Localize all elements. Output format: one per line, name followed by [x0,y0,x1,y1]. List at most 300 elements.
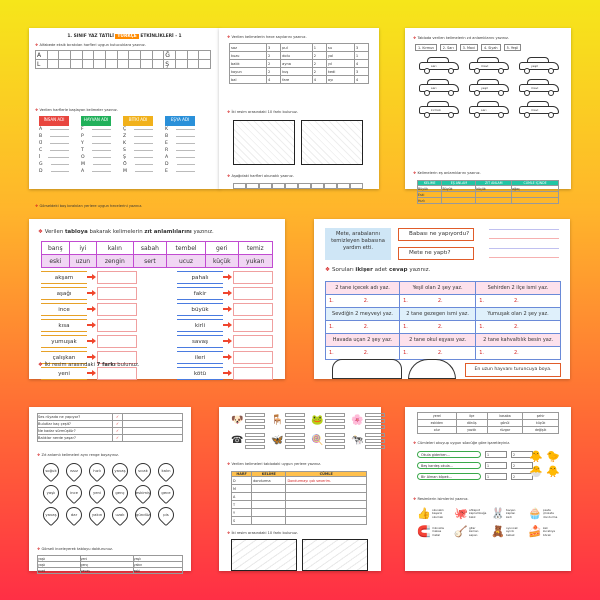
write-line[interactable] [365,439,385,443]
answer-box[interactable] [233,287,273,300]
category-letter[interactable]: E [165,140,195,147]
choice-label[interactable]: kedi [506,514,512,519]
answer-box[interactable] [233,367,273,380]
instruction: ❖ İki resim arasındaki 10 farkı bulunuz. [227,531,298,535]
fill-table [37,555,183,574]
check-cell[interactable]: ✓ [113,428,123,435]
table-cell[interactable] [286,485,367,493]
picture-tile[interactable] [491,525,525,539]
table-row [38,568,183,574]
question-2: Mete ne yaptı? [398,247,474,260]
write-line[interactable] [285,439,305,443]
picture-icon: 🐰 [491,507,505,520]
table-cell[interactable]: yaşlı [133,556,182,562]
heart-word[interactable]: dar [64,507,84,525]
write-line[interactable] [325,425,345,429]
heart-word[interactable]: ıssız [64,463,84,481]
picture-word-item [231,433,267,449]
category-letter[interactable]: A [165,154,195,161]
alphabet-cell[interactable] [47,60,59,69]
word-cell: yıl [326,60,354,68]
table-cell[interactable]: küçük [476,186,512,192]
heart-word[interactable]: yavaş [41,507,61,525]
alphabet-cell[interactable] [105,60,117,69]
syllable-count[interactable]: 4 [354,60,368,68]
write-line[interactable] [245,413,265,417]
category-letter[interactable]: F [81,126,111,133]
heart-word[interactable]: uzak [110,507,130,525]
word-cell: dönüş [456,420,487,427]
alphabet-cell[interactable] [140,60,152,69]
table-cell[interactable]: yakın [133,562,182,568]
syllable-count[interactable]: 3 [354,68,368,76]
category-columns [39,116,195,175]
write-line[interactable] [245,419,265,423]
alphabet-cell[interactable] [175,60,187,69]
heart-word[interactable]: gündüz [133,507,153,525]
table-cell[interactable]: Büyük [418,186,442,192]
alphabet-cell[interactable] [152,51,164,60]
answer-box[interactable]: 1 [485,473,507,480]
answer-box[interactable] [97,367,137,380]
instruction: ❖ İki resim arasındaki 10 farkı bulunuz. [227,110,298,114]
answer-box[interactable] [97,335,137,348]
heart-word[interactable]: yaşlı [41,485,61,503]
syllable-count[interactable]: 4 [267,76,281,84]
worksheet-questions[interactable] [314,219,570,379]
choice-label[interactable]: okunaklı [432,507,444,512]
car-picture[interactable] [467,56,511,74]
word-cell: küçük [523,420,559,427]
alphabet-cell[interactable]: L [36,60,48,69]
category-letter[interactable]: E [165,168,195,175]
car-picture[interactable] [517,56,561,74]
column-header: ZIT ANLAM [476,181,512,186]
table-cell[interactable]: dondurma [252,477,286,485]
answer-box[interactable]: 2 [511,473,533,480]
table-cell[interactable] [252,501,286,509]
heart-word[interactable]: yeni [87,485,107,503]
syllable-count[interactable]: 4 [354,76,368,84]
worksheet-cars[interactable] [405,28,571,203]
arrow-icon [87,321,97,329]
instruction: ❖ Alfabede eksik bırakılan harfleri uygun kutucuklara yazınız. [35,43,146,47]
car-label: mavi [531,108,539,112]
category-letter[interactable]: M [123,168,153,175]
write-line[interactable] [245,433,265,437]
category-column [123,116,153,175]
answer-cell[interactable]: 1. 2. [476,295,561,308]
instruction: ❖ Tabloda verilen kelimelerin zıt anlamlılarını yazınız. [413,36,510,40]
color-pill: 4. Siyah [481,44,501,51]
alphabet-cell[interactable] [59,51,71,60]
syllable-count[interactable]: 2 [267,68,281,76]
picture-icon: 🐙 [454,507,468,520]
category-letter[interactable]: K [123,140,153,147]
answer-cell[interactable]: 1. 2. [476,347,561,360]
choice-label[interactable]: börek [543,532,551,537]
category-letter[interactable]: S [123,147,153,154]
choice-label[interactable]: tavşan [506,507,516,512]
table-cell[interactable]: yavaş [80,568,133,574]
syllable-count[interactable]: 1 [312,44,326,52]
table-row [232,485,367,493]
table-cell[interactable]: yaşlı [38,556,81,562]
answer-cell[interactable]: 1. 2. [326,321,400,334]
category-letter[interactable]: A [81,168,111,175]
category-letter[interactable]: T [81,147,111,154]
choice-label[interactable]: balık [469,514,476,519]
table-cell[interactable] [252,493,286,501]
write-line[interactable] [285,433,305,437]
choice-label[interactable]: makas [432,529,442,534]
write-line[interactable] [365,413,385,417]
category-letter[interactable]: P [81,133,111,140]
word-box: büyük [177,303,223,316]
answer-box[interactable] [97,303,137,316]
question-cell: Sehirden 2 ilçe ismi yaz. [476,282,561,295]
alphabet-cell[interactable] [187,60,199,69]
heart-word[interactable]: yavaş [110,463,130,481]
choice-label[interactable]: dondurma [543,514,558,519]
category-letter[interactable]: D [165,161,195,168]
table-row [326,308,561,321]
category-letter[interactable]: K [165,126,195,133]
answer-box[interactable] [97,271,137,284]
table-cell[interactable]: Hızlı [418,198,442,204]
answer-cell[interactable]: 1. 2. [476,321,561,334]
choice-label[interactable]: başarılı [432,511,443,516]
arrow-icon [223,337,233,345]
answer-box[interactable] [233,351,273,364]
question-cell: Bulutlar kaç çeşit? [38,421,113,428]
choice-label[interactable]: kek [543,525,548,530]
picture-icon: 🐸 [311,415,324,426]
answer-box[interactable]: 2 [511,462,533,469]
car-label: sarı [481,108,487,112]
alphabet-cell[interactable] [94,60,106,69]
syllable-count[interactable]: 2 [312,52,326,60]
answer-cell[interactable]: 1. 2. [400,295,476,308]
arrow-icon [87,337,97,345]
word-cell: tembel [167,242,206,255]
alphabet-cell[interactable] [199,60,211,69]
word-cell: yerel [418,413,457,420]
answer-cell[interactable]: 1. 2. [326,295,400,308]
car-picture[interactable] [467,78,511,96]
answer-box[interactable] [233,319,273,332]
car-picture[interactable] [417,56,461,74]
table-cell[interactable] [252,517,286,525]
question-1: Babası ne yapıyordu? [398,228,474,241]
alphabet-cell[interactable] [59,60,71,69]
instruction: ❖ Zıt anlamlı kelimeleri aynı renge boyayınız. [37,453,120,457]
heart-word[interactable]: hızlı [87,463,107,481]
alphabet-cell[interactable] [82,51,94,60]
table-cell[interactable]: genç [80,562,133,568]
choice-label[interactable]: keman [469,529,479,534]
answer-box[interactable] [233,303,273,316]
write-line[interactable] [325,445,345,449]
question-cell: Yumuşak olan 2 şey yaz. [476,308,561,321]
heart-word[interactable]: yakın [87,507,107,525]
picture-icon: 🪕 [454,525,468,538]
alphabet-cell[interactable] [47,51,59,60]
answer-cell[interactable] [123,421,183,428]
word-cell: olur [418,427,457,434]
answer-box[interactable]: 2 [511,451,533,458]
word-box: yeni [41,367,87,380]
table-cell[interactable]: Büyük [442,186,476,192]
category-letter[interactable]: G [39,161,69,168]
choice-label[interactable]: kaplan [506,511,516,516]
alphabet-cell[interactable] [152,60,164,69]
choice-label[interactable]: çikolata [543,511,554,516]
picture-tile[interactable] [417,507,451,521]
picture-icon: 🪑 [271,415,284,426]
answer-box[interactable] [97,319,137,332]
alphabet-cell[interactable] [175,51,187,60]
word-pair [41,285,137,301]
answer-cell[interactable] [123,428,183,435]
word-box: yumuşak [41,335,87,348]
answer-cell[interactable]: 1. 2. [400,347,476,360]
write-line[interactable] [285,419,305,423]
write-line[interactable] [285,445,305,449]
table-row [230,52,369,60]
worksheet-letters[interactable] [219,407,381,571]
answer-box[interactable]: 1 [485,462,507,469]
check-cell[interactable]: ✓ [113,414,123,421]
choice-label[interactable]: ayıcık [506,529,515,534]
check-cell[interactable]: ✓ [113,435,123,442]
category-letter[interactable]: Z [123,133,153,140]
write-line[interactable] [245,439,265,443]
table-cell[interactable] [252,509,286,517]
heart-word[interactable]: kalın [156,463,176,481]
word-cell: pul [281,44,313,52]
choice-label[interactable]: kaplumbağa [469,511,487,516]
word-cell: yazlık [456,427,487,434]
heart-word[interactable]: ince [64,485,84,503]
heart-grid [41,463,178,525]
column-header: KELİME [418,181,442,186]
syllable-count[interactable]: 2 [267,60,281,68]
picture-tile[interactable] [454,525,488,539]
choice-label[interactable]: okumak [432,514,444,519]
table-cell[interactable] [286,517,367,525]
table-row [232,517,367,525]
alphabet-cell[interactable] [117,60,129,69]
alphabet-cell[interactable] [105,51,117,60]
write-line[interactable] [245,445,265,449]
category-letter[interactable]: O [81,154,111,161]
category-letter[interactable]: Ş [123,154,153,161]
table-cell[interactable]: Eski [418,192,442,198]
category-letter[interactable]: Ö [123,161,153,168]
alphabet-cell[interactable]: Ş [164,60,176,69]
choice-label[interactable]: gitar [469,525,476,530]
table-cell[interactable]: yaşlı [38,562,81,568]
car-picture[interactable] [517,100,561,118]
syllable-count[interactable]: 2 [312,60,326,68]
word-box: çalışkan [41,351,87,364]
question-grid [325,281,561,360]
heart-word[interactable]: pis [156,507,176,525]
answer-cell[interactable]: 1. 2. [326,347,400,360]
category-letter[interactable]: B [39,133,69,140]
alphabet-cell[interactable] [117,51,129,60]
choice-label[interactable]: mıknatıs [432,525,444,530]
answer-cell[interactable]: 1. 2. [400,321,476,334]
category-letter[interactable]: B [165,133,195,140]
picture-tile[interactable] [491,507,525,521]
table-cell[interactable] [512,198,559,204]
table-row [326,334,561,347]
car-picture[interactable] [417,78,461,96]
alphabet-cell[interactable] [129,51,141,60]
alphabet-cell[interactable]: Ğ [164,51,176,60]
heart-word[interactable]: genç [110,485,130,503]
answer-line-2[interactable] [489,248,559,258]
write-line[interactable] [325,419,345,423]
answer-box[interactable] [233,335,273,348]
choice-label[interactable]: oyuncak [506,525,518,530]
choice-label[interactable]: ahtapot [469,507,480,512]
picture-right[interactable] [302,539,368,571]
picture-left[interactable] [231,539,297,571]
table-cell[interactable] [286,493,367,501]
picture-right[interactable] [301,120,363,165]
syllable-count[interactable]: 2 [312,68,326,76]
car-picture[interactable] [517,78,561,96]
write-line[interactable] [365,433,385,437]
write-line[interactable] [365,419,385,423]
worksheet-hearts[interactable] [29,407,191,571]
alphabet-cell[interactable] [199,51,211,60]
heart-word[interactable]: soğuk [41,463,61,481]
write-line[interactable] [365,425,385,429]
heart-word[interactable]: sıcak [133,463,153,481]
choice-label[interactable]: sapan [469,532,478,537]
alphabet-cell[interactable] [187,51,199,60]
worksheet-antonyms[interactable] [29,219,285,379]
picture-left[interactable] [233,120,295,165]
answer-box[interactable] [97,287,137,300]
sentence-option [417,449,533,460]
syllable-count[interactable]: 3 [354,44,368,52]
category-letter[interactable]: D [39,168,69,175]
category-letter[interactable]: Ç [123,126,153,133]
write-line[interactable] [325,413,345,417]
table-row [418,198,559,204]
category-letter[interactable]: R [165,147,195,154]
table-row [38,421,183,428]
table-cell[interactable] [286,509,367,517]
write-line[interactable] [285,425,305,429]
syllable-count[interactable]: 1 [354,52,368,60]
car-picture[interactable] [467,100,511,118]
syllable-count[interactable]: 3 [267,44,281,52]
table-row [418,420,559,427]
heart-word[interactable]: eskimiş [133,485,153,503]
alphabet-cell[interactable] [94,51,106,60]
table-cell[interactable]: ağaç [512,186,559,192]
choice-label[interactable]: kurabiye [543,529,556,534]
category-letter[interactable]: İ [39,154,69,161]
heart-word[interactable]: gece [156,485,176,503]
alphabet-cell[interactable]: A [36,51,48,60]
alphabet-cell[interactable] [82,60,94,69]
table-cell[interactable]: eski [133,568,182,574]
table-cell[interactable]: evet [38,568,81,574]
write-line[interactable] [325,439,345,443]
answer-cell[interactable] [123,435,183,442]
table-cell[interactable] [252,485,286,493]
car-picture[interactable] [417,100,461,118]
word-cell: şehir [523,413,559,420]
category-letter[interactable]: A [39,126,69,133]
word-cell: ucuz [167,255,206,268]
worksheet-syllables[interactable] [219,28,379,189]
category-letter[interactable]: C [39,147,69,154]
picture-tile[interactable] [528,507,562,521]
choice-label[interactable]: pasta [543,507,551,512]
write-line[interactable] [365,445,385,449]
picture-icon: 🧸 [491,525,505,538]
table-row [230,60,369,68]
worksheet-alphabet[interactable] [29,28,220,208]
table-cell[interactable]: yeni [80,556,133,562]
category-letter[interactable]: Y [81,140,111,147]
picture-tile[interactable] [528,525,562,539]
alphabet-cell[interactable] [70,60,82,69]
alphabet-cell[interactable] [129,60,141,69]
instruction: ❖ Verilen kelimelerin hece sayılarını yazınız. [227,35,307,39]
picture-tile[interactable] [417,525,451,539]
write-line[interactable] [325,433,345,437]
color-pill: 2. Sarı [440,44,457,51]
choice-label[interactable]: bebek [506,532,515,537]
table-cell[interactable] [442,198,476,204]
syllable-count[interactable]: 2 [267,52,281,60]
answer-line-1[interactable] [489,229,559,239]
table-cell: S [232,517,252,525]
write-line[interactable] [245,425,265,429]
picture-icon: 🧲 [417,525,431,538]
answer-box[interactable]: 1 [485,451,507,458]
picture-tile[interactable] [454,507,488,521]
choice-label[interactable]: metal [432,532,441,537]
check-cell[interactable]: ✓ [113,421,123,428]
table-cell[interactable]: Dondurmayı çok severim. [286,477,367,485]
worksheet-pictures[interactable] [405,407,571,571]
alphabet-cell[interactable] [140,51,152,60]
column-header: CÜMLE İÇİNDE [512,181,559,186]
category-letter[interactable]: Ü [39,140,69,147]
table-row [418,427,559,434]
answer-cell[interactable] [123,414,183,421]
category-letter[interactable]: M [81,161,111,168]
syllable-count[interactable]: 4 [312,76,326,84]
table-cell[interactable] [476,198,512,204]
arrow-icon [87,369,97,377]
write-line[interactable] [285,413,305,417]
synonym-table [417,180,559,204]
answer-box[interactable] [233,271,273,284]
table-cell[interactable] [286,501,367,509]
alphabet-cell[interactable] [70,51,82,60]
